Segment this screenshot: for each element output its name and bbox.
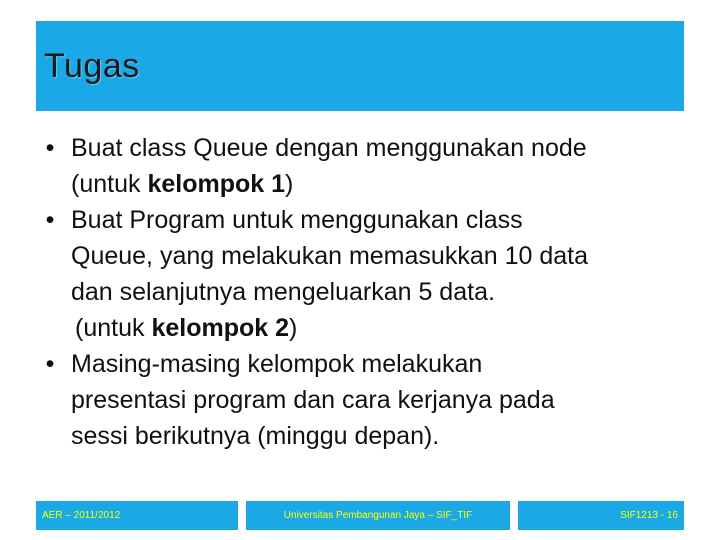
bullet-icon: • [45, 350, 55, 378]
bullet-icon: • [45, 206, 55, 234]
text-fragment: ) [289, 314, 298, 342]
bold-text: kelompok 2 [151, 314, 289, 342]
slide-content [36, 130, 684, 454]
bullet-line: Buat class Queue dengan menggunakan node [71, 134, 587, 162]
bullet-line: Queue, yang melakukan memasukkan 10 data [71, 242, 588, 270]
bullet-line: presentasi program dan cara kerjanya pada [71, 386, 555, 414]
bullet-line: dan selanjutnya mengeluarkan 5 data. [71, 278, 495, 306]
bold-text: kelompok 1 [147, 170, 285, 198]
slide-title: Tugas [44, 47, 140, 85]
bullet-icon: • [45, 134, 55, 162]
bullet-line: Buat Program untuk menggunakan class [71, 206, 523, 234]
bullet-item [36, 202, 684, 346]
bullet-line: Masing-masing kelompok melakukan [71, 350, 483, 378]
footer-center: Universitas Pembangunan Jaya – SIF_TIF [246, 501, 510, 530]
text-fragment: ) [285, 170, 294, 198]
bullet-line [71, 166, 684, 202]
footer-page-number: SIF1213 - 16 [518, 501, 684, 530]
bullet-item [36, 130, 684, 202]
text-fragment: (untuk [75, 314, 152, 342]
title-bar [36, 21, 684, 111]
bullet-item [36, 346, 684, 454]
bullet-line [71, 310, 684, 346]
bullet-line: sessi berikutnya (minggu depan). [71, 422, 440, 450]
text-fragment: (untuk [71, 170, 148, 198]
footer-left: AER – 2011/2012 [36, 501, 238, 530]
